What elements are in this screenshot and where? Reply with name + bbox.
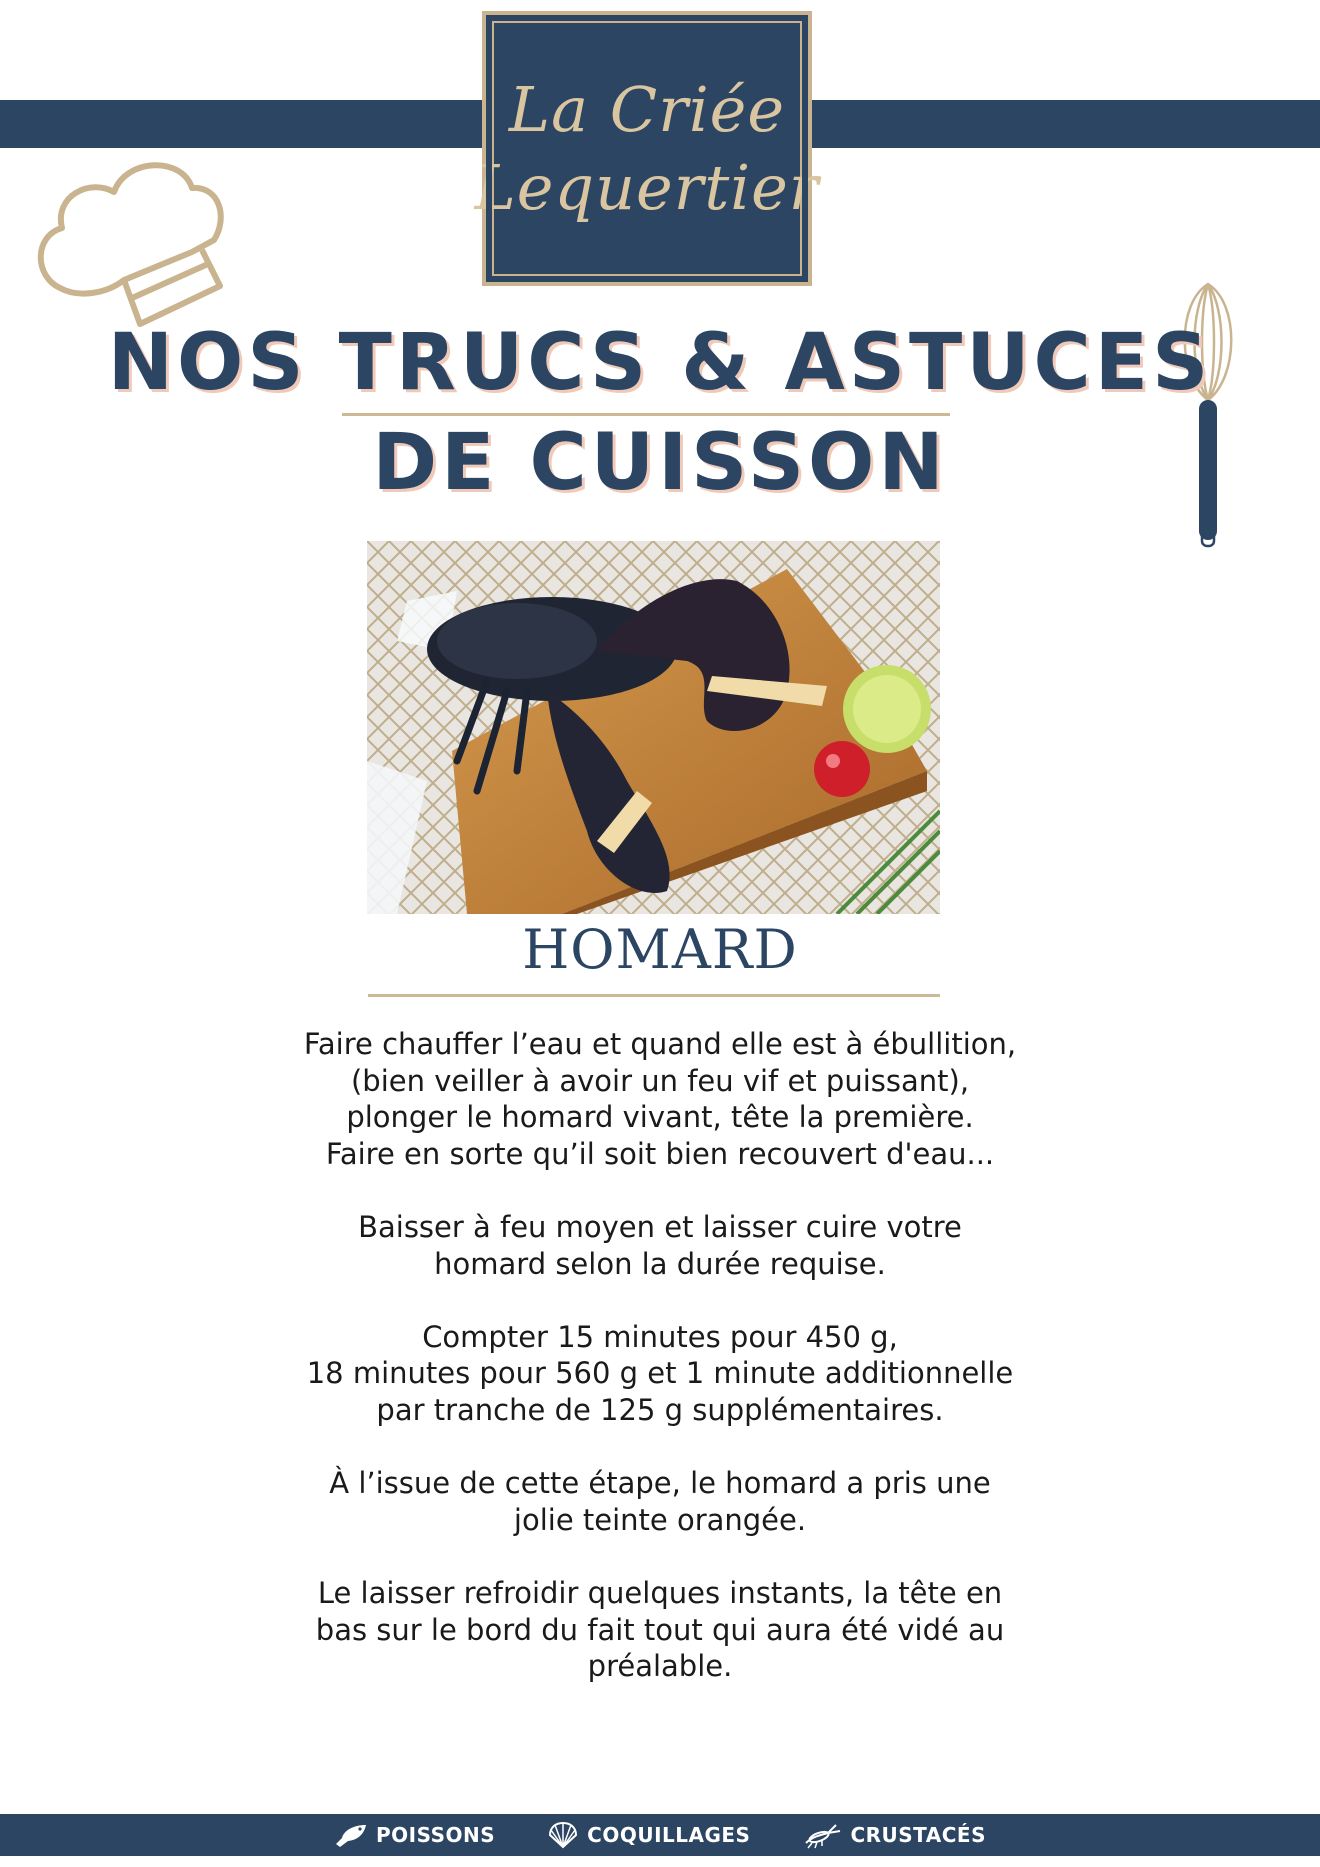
- instruction-paragraph: [250, 1026, 1070, 1172]
- title-divider: [342, 413, 950, 416]
- brand-name-line1: La Criée: [508, 72, 786, 146]
- category-crustaces[interactable]: [802, 1821, 986, 1849]
- instruction-line: Faire en sorte qu’il soit bien recouvert d'eau...: [325, 1136, 995, 1171]
- instruction-line: par tranche de 125 g supplémentaires.: [376, 1392, 944, 1427]
- instruction-line: Baisser à feu moyen et laisser cuire votre: [358, 1209, 962, 1244]
- instruction-paragraph: [250, 1575, 1070, 1685]
- brand-logo: [474, 11, 820, 286]
- category-label: COQUILLAGES: [587, 1823, 751, 1847]
- instruction-line: Compter 15 minutes pour 450 g,: [422, 1319, 898, 1354]
- chef-hat-icon: [32, 148, 232, 333]
- instruction-line: plonger le homard vivant, tête la première.: [346, 1100, 974, 1135]
- category-poissons[interactable]: [334, 1822, 495, 1848]
- instruction-line: Faire chauffer l’eau et quand elle est à ébullition,: [303, 1027, 1017, 1061]
- instruction-paragraph: [250, 1319, 1070, 1429]
- lobster-icon: [802, 1821, 842, 1849]
- instruction-line: jolie teinte orangée.: [513, 1502, 807, 1537]
- page-title-line2: DE CUISSON: [372, 418, 948, 508]
- shell-icon: [547, 1821, 579, 1849]
- instruction-line: Le laisser refroidir quelques instants, la tête en: [317, 1575, 1003, 1610]
- lobster-photo: [367, 541, 940, 914]
- instruction-line: préalable.: [587, 1649, 733, 1684]
- category-coquillages[interactable]: [547, 1821, 750, 1849]
- instruction-line: homard selon la durée requise.: [434, 1246, 886, 1281]
- section-title: HOMARD: [522, 918, 798, 981]
- brand-name-line2: Lequertier: [474, 150, 820, 224]
- cooking-instructions: [250, 1026, 1070, 1721]
- section-divider: [368, 994, 940, 997]
- instruction-line: 18 minutes pour 560 g et 1 minute additionnelle: [306, 1356, 1014, 1391]
- category-label: CRUSTACÉS: [850, 1823, 986, 1847]
- page-title-line1: NOS TRUCS & ASTUCES: [107, 318, 1213, 408]
- category-label: POISSONS: [375, 1823, 496, 1847]
- instruction-paragraph: [250, 1209, 1070, 1282]
- footer-band: [0, 1814, 1320, 1856]
- instruction-paragraph: [250, 1465, 1070, 1538]
- fish-icon: [334, 1822, 368, 1848]
- instruction-line: À l’issue de cette étape, le homard a pris une: [329, 1466, 991, 1501]
- instruction-line: (bien veiller à avoir un feu vif et puissant),: [350, 1063, 970, 1098]
- instruction-line: bas sur le bord du fait tout qui aura été vidé au: [315, 1612, 1005, 1647]
